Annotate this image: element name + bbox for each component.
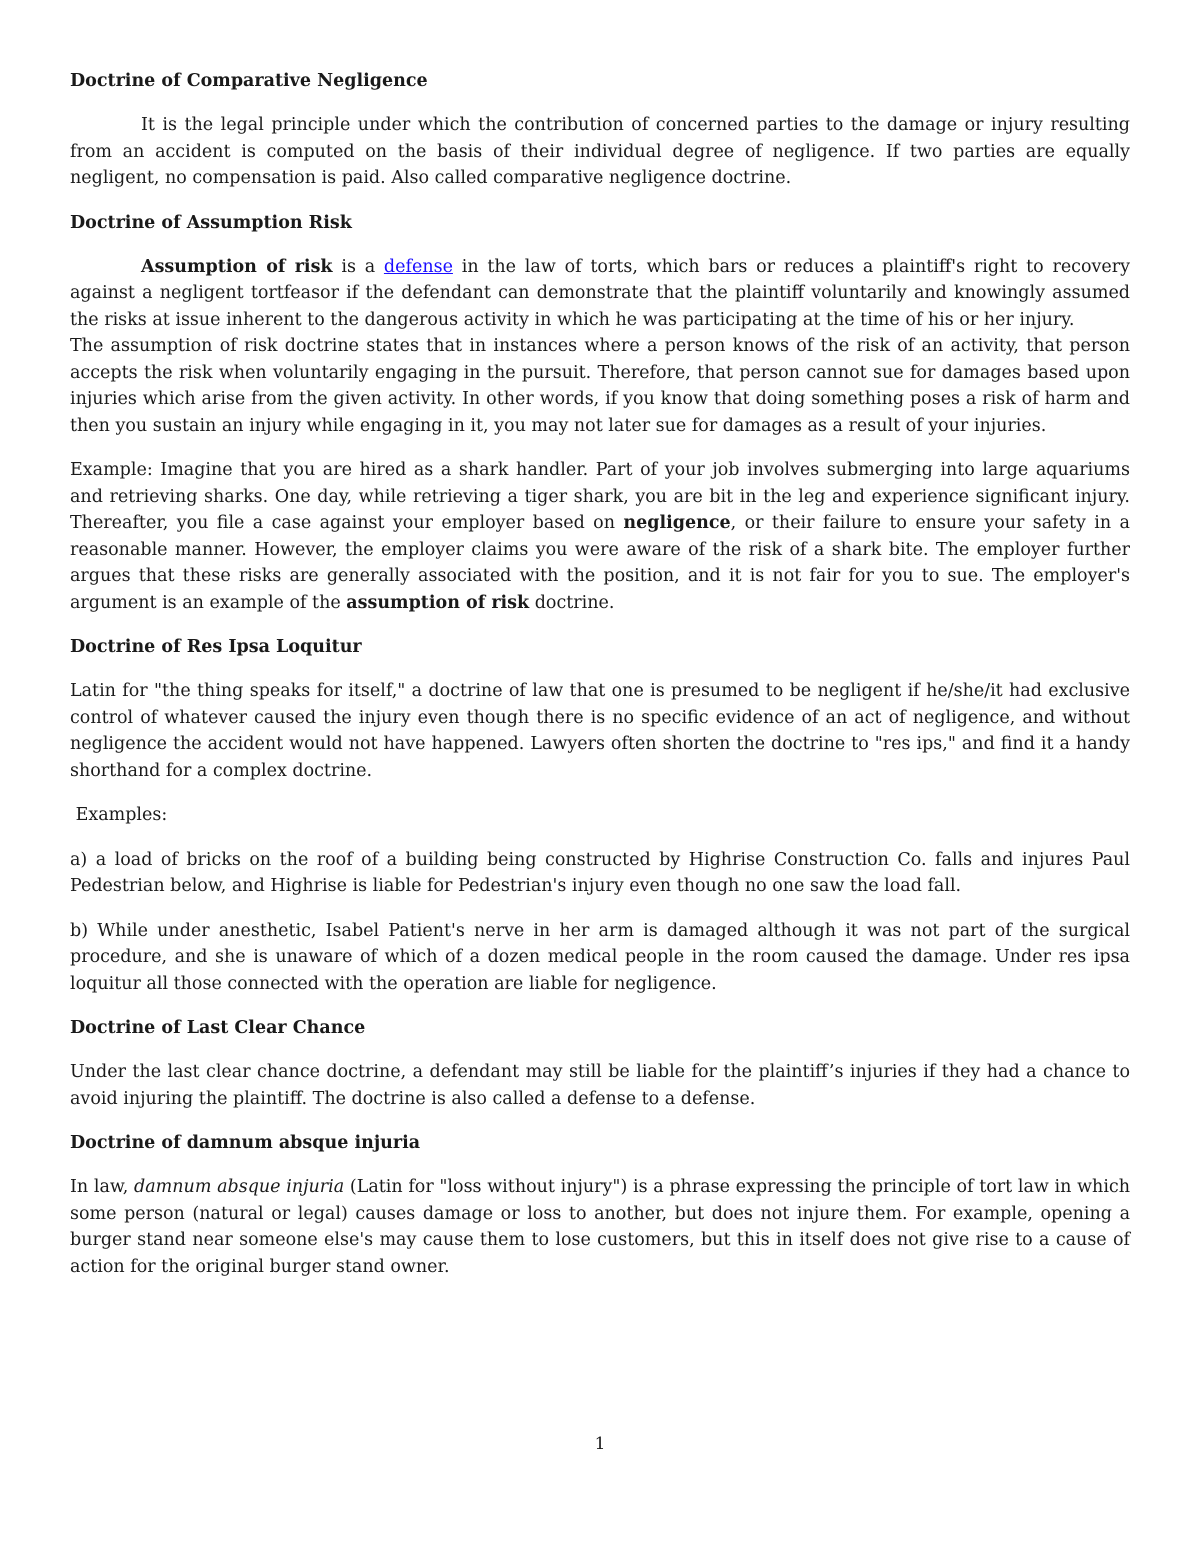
paragraph-comparative-negligence: It is the legal principle under which the contribution of concerned parties to the damage or injury resulting from an accident is computed on the basis of their individual degree of negligence. If two parties are equally negligent, no compensation is paid. Also called comparative negligence doctrine. (70, 115, 1130, 188)
assumption-of-risk-bold-2: assumption of risk (346, 592, 530, 613)
heading-assumption-risk: Doctrine of Assumption Risk (70, 212, 352, 233)
examples-label: Examples: (70, 805, 168, 825)
document-page (70, 68, 1130, 1298)
example-text-1: Example: Imagine that you are hired as a shark handler. Part of your job involves submerging into large aquariums and retrieving sharks. One day, while retrieving a tiger shark, you are bit in the leg and experience significant injury. Thereafter, you file a case against your employer based on (70, 460, 1130, 533)
paragraph-assumption-risk (70, 254, 1130, 334)
paragraph-last-clear-chance: Under the last clear chance doctrine, a defendant may still be liable for the plaintiff’s injuries if they had a chance to avoid injuring the plaintiff. The doctrine is also called a defense to a defense. (70, 1062, 1130, 1109)
damnum-italic: damnum absque injuria (134, 1177, 345, 1197)
assumption-text-1: is a (332, 256, 384, 277)
paragraph-shark-example (70, 457, 1130, 616)
damnum-text-2: (Latin for "loss without injury") is a phrase expressing the principle of tort law in which some person (natural or legal) causes damage or loss to another, but does not injure them. For example, opening a burger stand near someone else's may cause them to lose customers, but this in itself does not give rise to a cause of action for the original burger stand owner. (70, 1177, 1130, 1277)
heading-last-clear-chance: Doctrine of Last Clear Chance (70, 1018, 366, 1038)
example-text-2: , or their failure to ensure your safety in a reasonable manner. However, the employer claims you were aware of the risk of a shark bite. The employer further argues that these risks are generally associated with the position, and it is not fair for you to sue. The employer's argument is an example of the (70, 513, 1130, 613)
heading-res-ipsa-loquitur: Doctrine of Res Ipsa Loquitur (70, 637, 362, 657)
damnum-text-1: In law, (70, 1177, 135, 1197)
paragraph-damnum (70, 1174, 1130, 1280)
heading-comparative-negligence: Doctrine of Comparative Negligence (70, 71, 428, 91)
negligence-bold: negligence (623, 513, 731, 533)
assumption-of-risk-bold: Assumption of risk (141, 256, 333, 277)
paragraph-assumption-doctrine: The assumption of risk doctrine states that in instances where a person knows of the risk of an activity, that person accepts the risk when voluntarily engaging in the pursuit. Therefore, that person cannot sue for damages based upon injuries which arise from the given activity. In other words, if you know that doing something poses a risk of harm and then you sustain an injury while engaging in it, you may not later sue for damages as a result of your injuries. (70, 336, 1130, 436)
example-text-3: doctrine. (529, 592, 615, 613)
example-b: b) While under anesthetic, Isabel Patient's nerve in her arm is damaged although it was not part of the surgical procedure, and she is unaware of which of a dozen medical people in the room caused the damage. Under res ipsa loquitur all those connected with the operation are liable for negligence. (70, 920, 1130, 994)
paragraph-res-ipsa: Latin for "the thing speaks for itself," a doctrine of law that one is presumed to be negligent if he/she/it had exclusive control of whatever caused the injury even though there is no specific evidence of an act of negligence, and without negligence the accident would not have happened. Lawyers often shorten the doctrine to "res ips," and find it a handy shorthand for a complex doctrine. (70, 681, 1130, 781)
example-a: a) a load of bricks on the roof of a building being constructed by Highrise Construction Co. falls and injures Paul Pedestrian below, and Highrise is liable for Pedestrian's injury even though no one saw the load fall. (70, 849, 1130, 896)
defense-link[interactable]: defense (383, 256, 453, 277)
heading-damnum-absque-injuria: Doctrine of damnum absque injuria (70, 1133, 421, 1153)
page-number: 1 (594, 1434, 606, 1454)
assumption-text-2: in the law of torts, which bars or reduces a plaintiff's right to recovery against a negligent tortfeasor if the defendant can demonstrate that the plaintiff voluntarily and knowingly assumed the risks at issue inherent to the dangerous activity in which he was participating at the time of his or her injury. (70, 256, 1131, 330)
